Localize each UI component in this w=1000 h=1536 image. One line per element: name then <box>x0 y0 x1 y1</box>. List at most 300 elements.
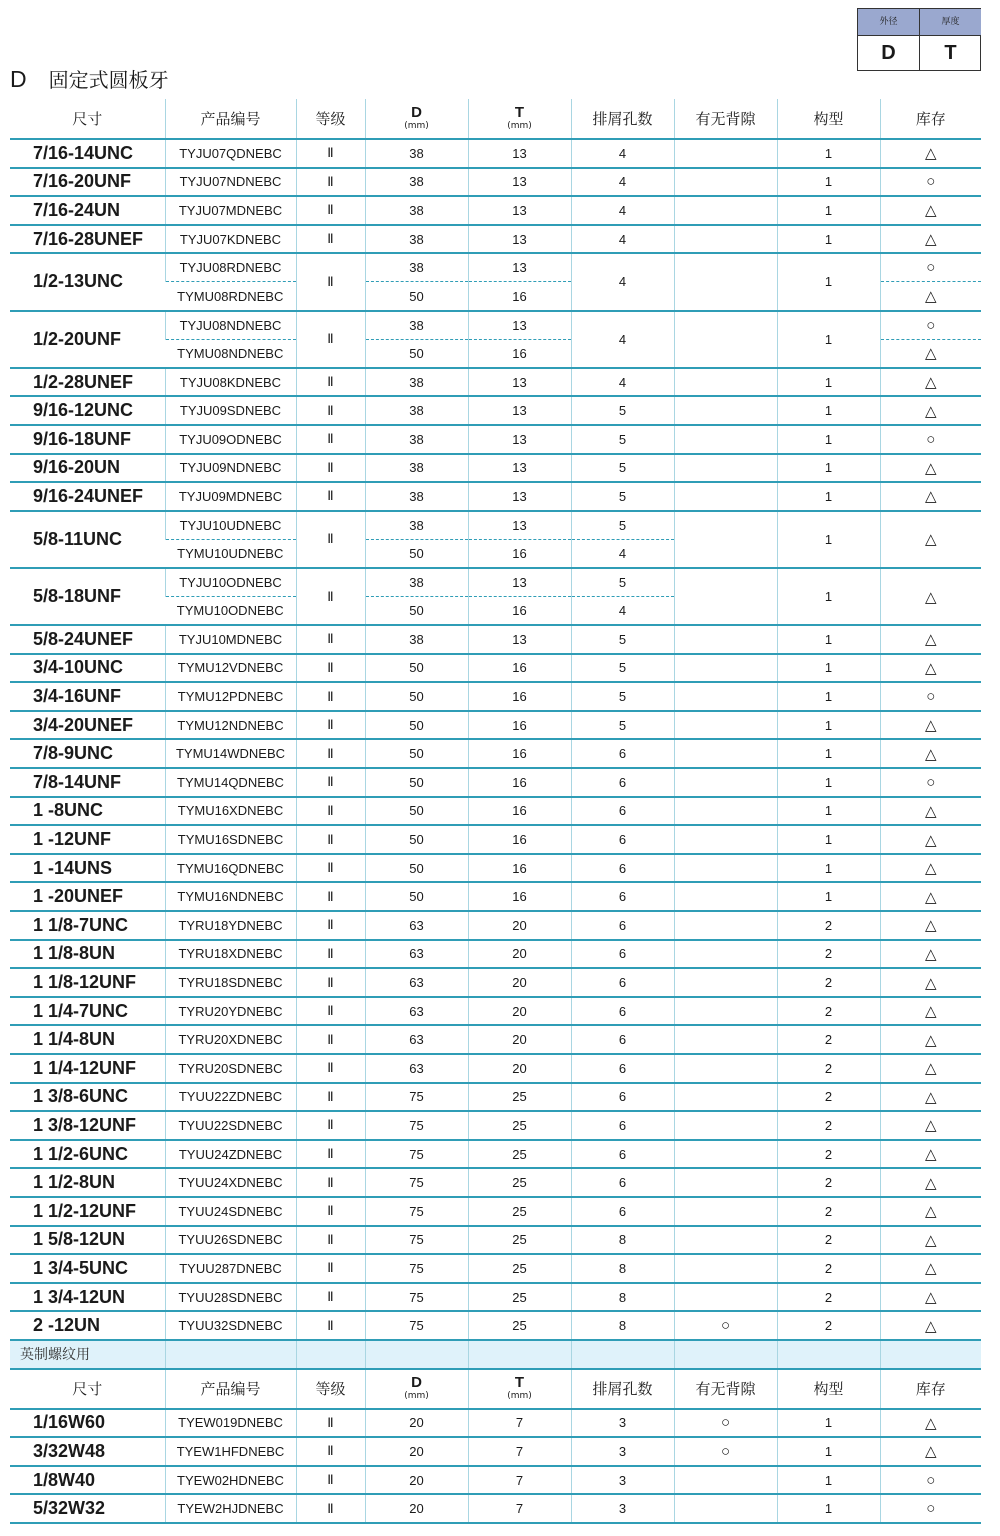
column-header-unit: (mm) <box>404 1391 429 1402</box>
chip-holes-cell: 5 <box>571 568 674 597</box>
backlash-cell <box>674 1083 777 1112</box>
thickness-cell: 20 <box>468 968 571 997</box>
table-sub-row <box>10 253 981 282</box>
product-code-cell: TYJU10MDNEBC <box>165 625 296 654</box>
size-cell: 9/16-18UNF <box>10 425 165 454</box>
grade-cell: Ⅱ <box>296 511 365 568</box>
form-type-cell: 1 <box>777 682 880 711</box>
column-header: 产品编号 <box>165 99 296 139</box>
chip-holes-cell: 3 <box>571 1466 674 1495</box>
product-code-cell: TYUU28SDNEBC <box>165 1283 296 1312</box>
table-row <box>10 797 981 826</box>
size-cell: 3/4-20UNEF <box>10 711 165 740</box>
grade-cell: Ⅱ <box>296 997 365 1026</box>
stock-cell: △ <box>880 1111 981 1140</box>
column-header: 有无背隙 <box>674 99 777 139</box>
backlash-cell: ○ <box>674 1409 777 1438</box>
table-row <box>10 997 981 1026</box>
backlash-cell <box>674 1111 777 1140</box>
grade-cell: Ⅱ <box>296 625 365 654</box>
backlash-cell <box>674 768 777 797</box>
product-code-cell: TYMU12VDNEBC <box>165 654 296 683</box>
product-code-cell: TYJU10ODNEBC <box>165 568 296 597</box>
section-label: 英制螺纹用 <box>10 1340 165 1369</box>
chip-holes-cell: 6 <box>571 968 674 997</box>
size-cell: 1 3/8-12UNF <box>10 1111 165 1140</box>
thickness-cell: 7 <box>468 1494 571 1523</box>
size-cell: 1 1/4-12UNF <box>10 1054 165 1083</box>
size-cell: 1 1/4-7UNC <box>10 997 165 1026</box>
form-type-cell: 1 <box>777 1494 880 1523</box>
thickness-cell: 25 <box>468 1140 571 1169</box>
diameter-cell: 50 <box>365 882 468 911</box>
chip-holes-cell: 4 <box>571 539 674 568</box>
diameter-cell: 50 <box>365 597 468 626</box>
stock-cell: △ <box>880 1197 981 1226</box>
stock-cell: △ <box>880 482 981 511</box>
stock-cell: ○ <box>880 168 981 197</box>
table-row <box>10 168 981 197</box>
form-type-cell: 1 <box>777 311 880 368</box>
chip-holes-cell: 4 <box>571 139 674 168</box>
chip-holes-cell: 6 <box>571 1197 674 1226</box>
diameter-cell: 20 <box>365 1437 468 1466</box>
backlash-cell <box>674 1226 777 1255</box>
thickness-cell: 13 <box>468 454 571 483</box>
size-cell: 1 -20UNEF <box>10 882 165 911</box>
grade-cell: Ⅱ <box>296 968 365 997</box>
product-code-cell: TYEW1HFDNEBC <box>165 1437 296 1466</box>
grade-cell: Ⅱ <box>296 139 365 168</box>
diameter-cell: 75 <box>365 1197 468 1226</box>
thickness-cell: 13 <box>468 253 571 282</box>
size-cell: 1 3/8-6UNC <box>10 1083 165 1112</box>
backlash-cell <box>674 511 777 568</box>
section-cell <box>165 1340 296 1369</box>
table-row <box>10 368 981 397</box>
grade-cell: Ⅱ <box>296 368 365 397</box>
backlash-cell <box>674 1254 777 1283</box>
grade-cell: Ⅱ <box>296 568 365 625</box>
section-cell <box>880 1340 981 1369</box>
diameter-cell: 50 <box>365 854 468 883</box>
size-cell: 1 -8UNC <box>10 797 165 826</box>
table-row <box>10 968 981 997</box>
diameter-cell: 63 <box>365 1025 468 1054</box>
form-type-cell: 1 <box>777 368 880 397</box>
product-code-cell: TYMU08RDNEBC <box>165 282 296 311</box>
form-type-cell: 2 <box>777 1283 880 1312</box>
thickness-cell: 7 <box>468 1409 571 1438</box>
chip-holes-cell: 5 <box>571 711 674 740</box>
thickness-cell: 13 <box>468 396 571 425</box>
backlash-cell <box>674 1466 777 1495</box>
backlash-cell <box>674 168 777 197</box>
section-letter: D <box>10 66 27 92</box>
table-header-row <box>10 1369 981 1409</box>
thickness-cell: 13 <box>468 225 571 254</box>
form-type-cell: 2 <box>777 1197 880 1226</box>
product-code-cell: TYRU20SDNEBC <box>165 1054 296 1083</box>
stock-cell: △ <box>880 1083 981 1112</box>
chip-holes-cell: 3 <box>571 1437 674 1466</box>
table-row <box>10 225 981 254</box>
form-type-cell: 1 <box>777 425 880 454</box>
thickness-cell: 20 <box>468 997 571 1026</box>
diameter-cell: 50 <box>365 339 468 368</box>
thickness-cell: 25 <box>468 1254 571 1283</box>
size-cell: 5/8-11UNC <box>10 511 165 568</box>
grade-cell: Ⅱ <box>296 253 365 310</box>
backlash-cell <box>674 1494 777 1523</box>
backlash-cell: ○ <box>674 1437 777 1466</box>
grade-cell: Ⅱ <box>296 225 365 254</box>
grade-cell: Ⅱ <box>296 482 365 511</box>
size-cell: 3/32W48 <box>10 1437 165 1466</box>
product-code-cell: TYJU09NDNEBC <box>165 454 296 483</box>
column-header-symbol: D <box>411 1374 422 1392</box>
product-code-cell: TYJU09ODNEBC <box>165 425 296 454</box>
chip-holes-cell: 6 <box>571 854 674 883</box>
grade-cell: Ⅱ <box>296 1494 365 1523</box>
product-code-cell: TYEW2HJDNEBC <box>165 1494 296 1523</box>
size-cell: 1 1/2-12UNF <box>10 1197 165 1226</box>
stock-cell: △ <box>880 396 981 425</box>
column-header: 尺寸 <box>10 99 165 139</box>
stock-cell: △ <box>880 739 981 768</box>
grade-cell: Ⅱ <box>296 1311 365 1340</box>
column-header: 排屑孔数 <box>571 99 674 139</box>
stock-cell: ○ <box>880 768 981 797</box>
product-code-cell: TYUU287DNEBC <box>165 1254 296 1283</box>
thickness-cell: 13 <box>468 482 571 511</box>
thickness-cell: 13 <box>468 625 571 654</box>
size-cell: 1/2-13UNC <box>10 253 165 310</box>
product-code-cell: TYMU08NDNEBC <box>165 339 296 368</box>
table-row <box>10 1111 981 1140</box>
size-cell: 1 -12UNF <box>10 825 165 854</box>
form-type-cell: 1 <box>777 511 880 568</box>
diameter-cell: 63 <box>365 911 468 940</box>
chip-holes-cell: 4 <box>571 311 674 368</box>
table-row <box>10 196 981 225</box>
section-row <box>10 1340 981 1369</box>
backlash-cell <box>674 368 777 397</box>
diameter-cell: 38 <box>365 311 468 340</box>
grade-cell: Ⅱ <box>296 711 365 740</box>
section-title: 固定式圆板牙 <box>48 68 169 92</box>
backlash-cell <box>674 425 777 454</box>
backlash-cell: ○ <box>674 1311 777 1340</box>
chip-holes-cell: 8 <box>571 1226 674 1255</box>
legend-cell-outer-diameter <box>858 9 920 71</box>
legend-label: 外径 <box>858 9 919 36</box>
table-row <box>10 1409 981 1438</box>
form-type-cell: 1 <box>777 139 880 168</box>
table-row <box>10 940 981 969</box>
size-cell: 5/8-24UNEF <box>10 625 165 654</box>
chip-holes-cell: 4 <box>571 196 674 225</box>
thickness-cell: 16 <box>468 797 571 826</box>
thickness-cell: 25 <box>468 1197 571 1226</box>
table-row <box>10 739 981 768</box>
column-header: 有无背隙 <box>674 1369 777 1409</box>
stock-cell: △ <box>880 625 981 654</box>
product-code-cell: TYMU16QDNEBC <box>165 854 296 883</box>
thickness-cell: 16 <box>468 711 571 740</box>
size-cell: 7/16-20UNF <box>10 168 165 197</box>
stock-cell: △ <box>880 1140 981 1169</box>
product-code-cell: TYJU07MDNEBC <box>165 196 296 225</box>
grade-cell: Ⅱ <box>296 1140 365 1169</box>
product-code-cell: TYMU14WDNEBC <box>165 739 296 768</box>
product-code-cell: TYRU18YDNEBC <box>165 911 296 940</box>
form-type-cell: 1 <box>777 568 880 625</box>
thickness-cell: 7 <box>468 1437 571 1466</box>
thickness-cell: 13 <box>468 368 571 397</box>
product-code-cell: TYJU09SDNEBC <box>165 396 296 425</box>
stock-cell: △ <box>880 454 981 483</box>
diameter-cell: 75 <box>365 1083 468 1112</box>
product-code-cell: TYJU07NDNEBC <box>165 168 296 197</box>
product-code-cell: TYRU20YDNEBC <box>165 997 296 1026</box>
diameter-cell: 20 <box>365 1466 468 1495</box>
chip-holes-cell: 4 <box>571 225 674 254</box>
table-row <box>10 1197 981 1226</box>
size-cell: 1 3/4-5UNC <box>10 1254 165 1283</box>
grade-cell: Ⅱ <box>296 739 365 768</box>
form-type-cell: 2 <box>777 940 880 969</box>
backlash-cell <box>674 711 777 740</box>
chip-holes-cell: 6 <box>571 1111 674 1140</box>
diameter-cell: 75 <box>365 1111 468 1140</box>
thickness-cell: 16 <box>468 739 571 768</box>
stock-cell: △ <box>880 568 981 625</box>
table-row <box>10 1494 981 1523</box>
grade-cell: Ⅱ <box>296 882 365 911</box>
stock-cell: △ <box>880 1437 981 1466</box>
grade-cell: Ⅱ <box>296 940 365 969</box>
stock-cell: △ <box>880 854 981 883</box>
chip-holes-cell: 5 <box>571 654 674 683</box>
grade-cell: Ⅱ <box>296 1437 365 1466</box>
die-spec-table <box>10 99 981 1524</box>
stock-cell: ○ <box>880 1466 981 1495</box>
stock-cell: △ <box>880 225 981 254</box>
size-cell: 1/16W60 <box>10 1409 165 1438</box>
form-type-cell: 1 <box>777 225 880 254</box>
chip-holes-cell: 4 <box>571 253 674 310</box>
form-type-cell: 2 <box>777 1083 880 1112</box>
column-header <box>468 99 571 139</box>
table-row <box>10 1311 981 1340</box>
size-cell: 1/8W40 <box>10 1466 165 1495</box>
grade-cell: Ⅱ <box>296 396 365 425</box>
size-cell: 7/16-24UN <box>10 196 165 225</box>
chip-holes-cell: 8 <box>571 1254 674 1283</box>
backlash-cell <box>674 882 777 911</box>
table-row <box>10 1283 981 1312</box>
size-cell: 3/4-16UNF <box>10 682 165 711</box>
stock-cell: △ <box>880 1054 981 1083</box>
table-row <box>10 882 981 911</box>
form-type-cell: 1 <box>777 396 880 425</box>
thickness-cell: 25 <box>468 1083 571 1112</box>
diameter-cell: 75 <box>365 1311 468 1340</box>
grade-cell: Ⅱ <box>296 1054 365 1083</box>
backlash-cell <box>674 825 777 854</box>
chip-holes-cell: 6 <box>571 911 674 940</box>
thickness-cell: 13 <box>468 196 571 225</box>
backlash-cell <box>674 682 777 711</box>
table-row <box>10 825 981 854</box>
chip-holes-cell: 4 <box>571 168 674 197</box>
backlash-cell <box>674 968 777 997</box>
chip-holes-cell: 8 <box>571 1283 674 1312</box>
size-cell: 1 -14UNS <box>10 854 165 883</box>
thickness-cell: 25 <box>468 1226 571 1255</box>
chip-holes-cell: 6 <box>571 825 674 854</box>
diameter-cell: 38 <box>365 368 468 397</box>
grade-cell: Ⅱ <box>296 1226 365 1255</box>
table-header-row <box>10 99 981 139</box>
chip-holes-cell: 5 <box>571 511 674 540</box>
backlash-cell <box>674 1025 777 1054</box>
form-type-cell: 1 <box>777 482 880 511</box>
stock-cell: △ <box>880 911 981 940</box>
grade-cell: Ⅱ <box>296 854 365 883</box>
thickness-cell: 16 <box>468 825 571 854</box>
form-type-cell: 1 <box>777 253 880 310</box>
column-header-symbol: T <box>514 104 525 121</box>
table-row <box>10 1254 981 1283</box>
thickness-cell: 20 <box>468 1025 571 1054</box>
backlash-cell <box>674 396 777 425</box>
size-cell: 9/16-24UNEF <box>10 482 165 511</box>
backlash-cell <box>674 225 777 254</box>
chip-holes-cell: 6 <box>571 882 674 911</box>
diameter-cell: 50 <box>365 711 468 740</box>
dimension-legend <box>857 8 981 71</box>
diameter-cell: 38 <box>365 396 468 425</box>
table-sub-row <box>10 511 981 540</box>
thickness-cell: 16 <box>468 882 571 911</box>
backlash-cell <box>674 940 777 969</box>
stock-cell: △ <box>880 654 981 683</box>
form-type-cell: 2 <box>777 1025 880 1054</box>
form-type-cell: 1 <box>777 825 880 854</box>
product-code-cell: TYJU07KDNEBC <box>165 225 296 254</box>
stock-cell: ○ <box>880 682 981 711</box>
chip-holes-cell: 5 <box>571 396 674 425</box>
table-row <box>10 682 981 711</box>
backlash-cell <box>674 1054 777 1083</box>
product-code-cell: TYJU07QDNEBC <box>165 139 296 168</box>
table-sub-row <box>10 568 981 597</box>
thickness-cell: 25 <box>468 1111 571 1140</box>
form-type-cell: 2 <box>777 1168 880 1197</box>
size-cell: 5/32W32 <box>10 1494 165 1523</box>
thickness-cell: 16 <box>468 539 571 568</box>
product-code-cell: TYJU10UDNEBC <box>165 511 296 540</box>
grade-cell: Ⅱ <box>296 1197 365 1226</box>
thickness-cell: 13 <box>468 568 571 597</box>
column-header: 构型 <box>777 99 880 139</box>
table-row <box>10 1140 981 1169</box>
stock-cell: △ <box>880 1409 981 1438</box>
page-title <box>10 64 169 95</box>
stock-cell: ○ <box>880 1494 981 1523</box>
chip-holes-cell: 5 <box>571 425 674 454</box>
backlash-cell <box>674 1197 777 1226</box>
diameter-cell: 38 <box>365 625 468 654</box>
grade-cell: Ⅱ <box>296 797 365 826</box>
stock-cell: △ <box>880 825 981 854</box>
stock-cell: △ <box>880 282 981 311</box>
backlash-cell <box>674 196 777 225</box>
chip-holes-cell: 6 <box>571 1083 674 1112</box>
chip-holes-cell: 5 <box>571 682 674 711</box>
product-code-cell: TYMU12NDNEBC <box>165 711 296 740</box>
diameter-cell: 50 <box>365 768 468 797</box>
thickness-cell: 16 <box>468 597 571 626</box>
legend-value: D <box>881 42 896 64</box>
backlash-cell <box>674 311 777 368</box>
stock-cell: △ <box>880 882 981 911</box>
stock-cell: ○ <box>880 253 981 282</box>
diameter-cell: 38 <box>365 253 468 282</box>
size-cell: 1 1/8-8UN <box>10 940 165 969</box>
diameter-cell: 50 <box>365 739 468 768</box>
table-row <box>10 711 981 740</box>
backlash-cell <box>674 997 777 1026</box>
column-header-symbol: T <box>514 1374 525 1392</box>
diameter-cell: 75 <box>365 1140 468 1169</box>
form-type-cell: 2 <box>777 1111 880 1140</box>
stock-cell: △ <box>880 1025 981 1054</box>
product-code-cell: TYMU16SDNEBC <box>165 825 296 854</box>
size-cell: 1 1/2-8UN <box>10 1168 165 1197</box>
diameter-cell: 63 <box>365 1054 468 1083</box>
chip-holes-cell: 5 <box>571 454 674 483</box>
product-code-cell: TYUU22SDNEBC <box>165 1111 296 1140</box>
grade-cell: Ⅱ <box>296 1025 365 1054</box>
size-cell: 7/16-14UNC <box>10 139 165 168</box>
grade-cell: Ⅱ <box>296 1409 365 1438</box>
product-code-cell: TYRU18XDNEBC <box>165 940 296 969</box>
chip-holes-cell: 6 <box>571 1025 674 1054</box>
size-cell: 5/8-18UNF <box>10 568 165 625</box>
stock-cell: △ <box>880 368 981 397</box>
chip-holes-cell: 4 <box>571 597 674 626</box>
size-cell: 1/2-20UNF <box>10 311 165 368</box>
product-code-cell: TYJU08NDNEBC <box>165 311 296 340</box>
table-row <box>10 482 981 511</box>
chip-holes-cell: 6 <box>571 768 674 797</box>
form-type-cell: 1 <box>777 882 880 911</box>
table-row <box>10 911 981 940</box>
grade-cell: Ⅱ <box>296 454 365 483</box>
backlash-cell <box>674 568 777 625</box>
chip-holes-cell: 8 <box>571 1311 674 1340</box>
form-type-cell: 2 <box>777 997 880 1026</box>
thickness-cell: 16 <box>468 768 571 797</box>
size-cell: 1 5/8-12UN <box>10 1226 165 1255</box>
table-sub-row <box>10 311 981 340</box>
product-code-cell: TYEW02HDNEBC <box>165 1466 296 1495</box>
stock-cell: △ <box>880 1168 981 1197</box>
product-code-cell: TYMU12PDNEBC <box>165 682 296 711</box>
